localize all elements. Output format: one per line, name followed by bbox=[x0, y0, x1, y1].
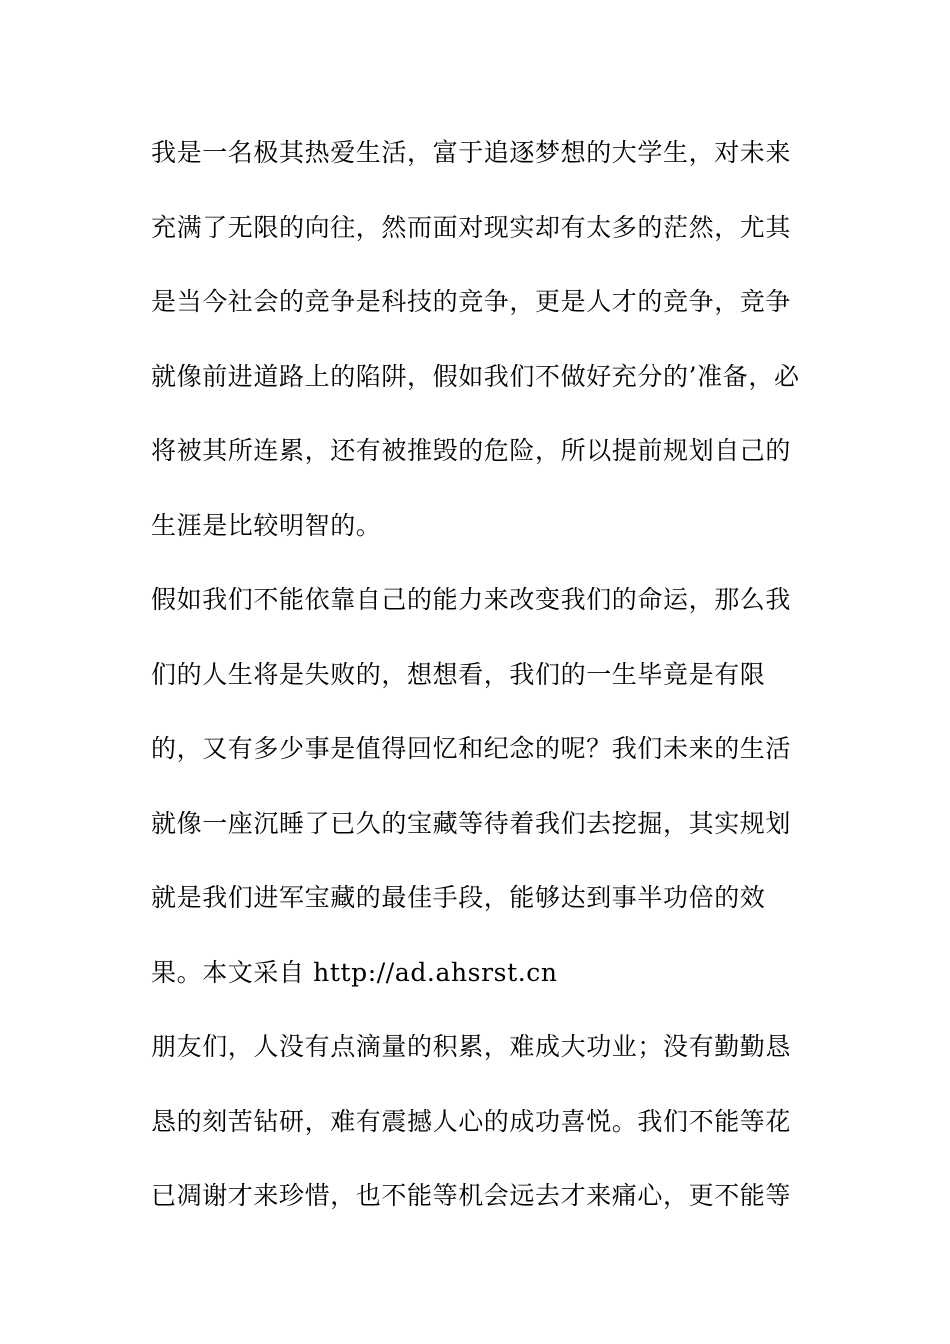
text-line: 果。本文采自 http://ad.ahsrst.cn bbox=[151, 958, 558, 987]
text-line: 生涯是比较明智的。 bbox=[151, 511, 382, 540]
text-line: 我是一名极其热爱生活，富于追逐梦想的大学生，对未来 bbox=[151, 138, 792, 167]
text-line: 恳的刻苦钻研，难有震撼人心的成功喜悦。我们不能等花 bbox=[151, 1107, 792, 1136]
text-line: 假如我们不能依靠自己的能力来改变我们的命运，那么我 bbox=[151, 585, 792, 614]
text-line: 们的人生将是失败的，想想看，我们的一生毕竟是有限 bbox=[151, 660, 766, 689]
text-line: 就像前进道路上的陷阱，假如我们不做好充分的’准备，必 bbox=[151, 362, 800, 391]
text-line: 朋友们，人没有点滴量的积累，难成大功业；没有勤勤恳 bbox=[151, 1032, 792, 1061]
text-line: 的，又有多少事是值得回忆和纪念的呢？我们未来的生活 bbox=[151, 734, 792, 763]
text-line: 将被其所连累，还有被推毁的危险，所以提前规划自己的 bbox=[151, 436, 792, 465]
text-line: 就是我们进军宝藏的最佳手段，能够达到事半功倍的效 bbox=[151, 883, 766, 912]
text-line: 就像一座沉睡了已久的宝藏等待着我们去挖掘，其实规划 bbox=[151, 809, 792, 838]
text-line: 是当今社会的竞争是科技的竞争，更是人才的竞争，竞争 bbox=[151, 287, 792, 316]
text-line: 充满了无限的向往，然而面对现实却有太多的茫然，尤其 bbox=[151, 213, 792, 242]
text-line: 已凋谢才来珍惜，也不能等机会远去才来痛心，更不能等 bbox=[151, 1181, 792, 1210]
